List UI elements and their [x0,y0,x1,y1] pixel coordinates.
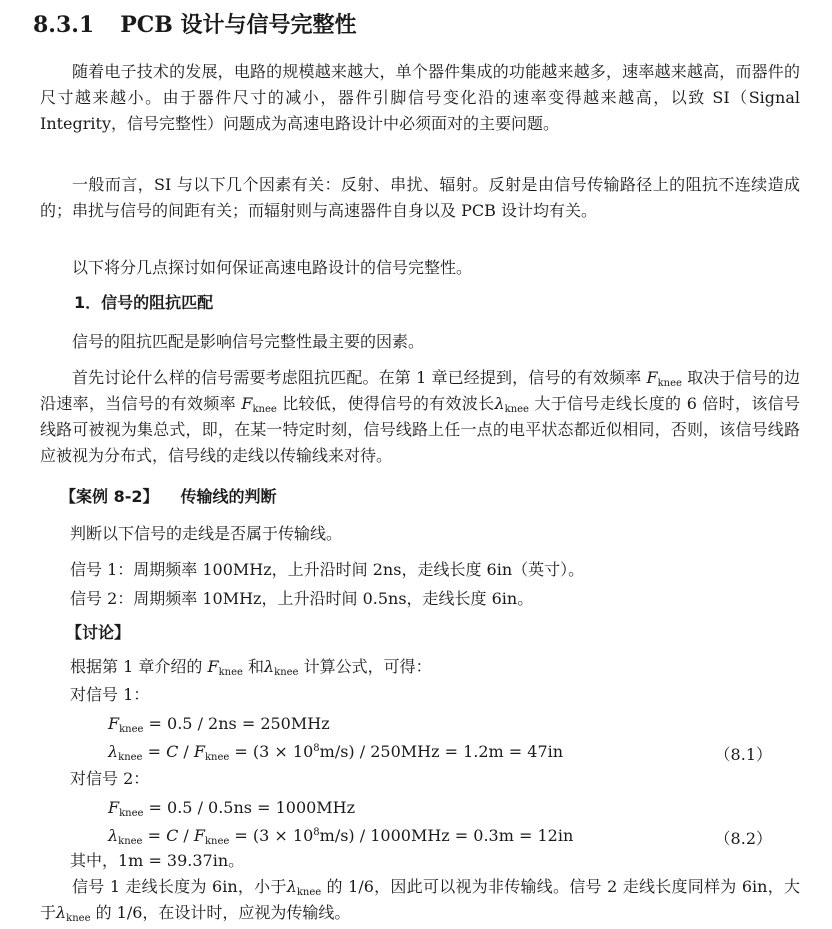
conclusion-paragraph: 信号 1 走线长度为 6in，小于$\lambda_{knee}$ 的 1/6，因此可以视为非传输线。信号 2 走线长度同样为 6in，大于$\lambda_{knee}$ 的 1/6，在设计时，应视为传输线。 [40,877,800,924]
intro-paragraph-3: 以下将分几点探讨如何保证高速电路设计的信号完整性。 [72,258,473,277]
subsection-heading: 1．信号的阻抗匹配 [74,293,214,312]
equation-number-8-2: （8.2） [714,829,772,848]
discussion-label: 【讨论】 [66,623,131,642]
body-paragraph-1: 信号的阻抗匹配是影响信号完整性最主要的因素。 [72,332,425,351]
equation-lambda-knee-1: $\lambda_{knee} = C / F_{knee} = (3 \times 10^8m/s) / 250MHz = 1.2m = 47in$ [108,742,564,763]
lambda-knee-symbol: $\lambda_{knee}$ [56,903,91,924]
case-heading [60,484,277,507]
case-intro: 判断以下信号的走线是否属于传输线。 [70,524,343,543]
equation-lambda-knee-2: $\lambda_{knee} = C / F_{knee} = (3 \times 10^8m/s) / 1000MHz = 0.3m = 12in$ [108,826,574,847]
body-p5-part-d: 大于信号走线长度的 6 倍时，该信号线路可被视为集总式，即，在某一特定时刻，信号线路上任一点的电平状态都近似相同，否则，该信号线路应被视为分布式，信号线的走线以传输线来对待。 [40,394,800,465]
body-paragraph-2 [40,365,800,469]
body-p5-part-c: 比较低，使得信号的有效波长 [276,394,495,413]
body-p5-part-a: 首先讨论什么样的信号需要考虑阻抗匹配。在第 1 章已经提到，信号的有效频率 [72,368,647,387]
section-heading [33,8,357,39]
section-number: 8.3.1 [33,12,95,38]
case-signal-2: 信号 2：周期频率 10MHz，上升沿时间 0.5ns，走线长度 6in。 [70,589,534,608]
section-title: PCB 设计与信号完整性 [120,12,357,38]
f-knee-symbol: $F_{knee}$ [241,394,277,415]
for-signal-1-label: 对信号 1： [70,685,150,704]
f-knee-symbol: $F_{knee}$ [646,368,682,389]
unit-note: 其中，1m = 39.37in。 [70,851,245,870]
f-knee-symbol: $F_{knee}$ [207,657,243,678]
lambda-knee-symbol: $\lambda_{knee}$ [494,394,529,415]
for-signal-2-label: 对信号 2： [70,769,150,788]
lambda-knee-symbol: $\lambda_{knee}$ [264,657,299,678]
discussion-intro: 根据第 1 章介绍的 $F_{knee}$ 和$\lambda_{knee}$ 计算公式，可得： [70,657,432,678]
case-title: 传输线的判断 [180,487,277,506]
equation-f-knee-1: $F_{knee} = 0.5 / 2ns = 250MHz$ [108,714,330,735]
equation-number-8-1: （8.1） [714,745,772,764]
case-signal-1: 信号 1：周期频率 100MHz，上升沿时间 2ns，走线长度 6in（英寸）。 [70,560,585,579]
body-p5-part-b: 取决于信号的边沿速率，当信号的有效频率 [40,368,800,413]
equation-f-knee-2: $F_{knee} = 0.5 / 0.5ns = 1000MHz$ [108,798,356,819]
intro-paragraph-1: 随着电子技术的发展，电路的规模越来越大，单个器件集成的功能越来越多，速率越来越高，而器件的尺寸越来越小。由于器件尺寸的减小，器件引脚信号变化沿的速率变得越来越高，以致 SI（Signal Integrity，信号完整性）问题成为高速电路设计中必须面对的主要问题。 [40,62,800,133]
case-label: 【案例 8-2】 [60,487,159,506]
lambda-knee-symbol: $\lambda_{knee}$ [286,877,322,898]
intro-paragraph-2: 一般而言，SI 与以下几个因素有关：反射、串扰、辐射。反射是由信号传输路径上的阻抗不连续造成的；串扰与信号的间距有关；而辐射则与高速器件自身以及 PCB 设计均有关。 [40,175,800,220]
